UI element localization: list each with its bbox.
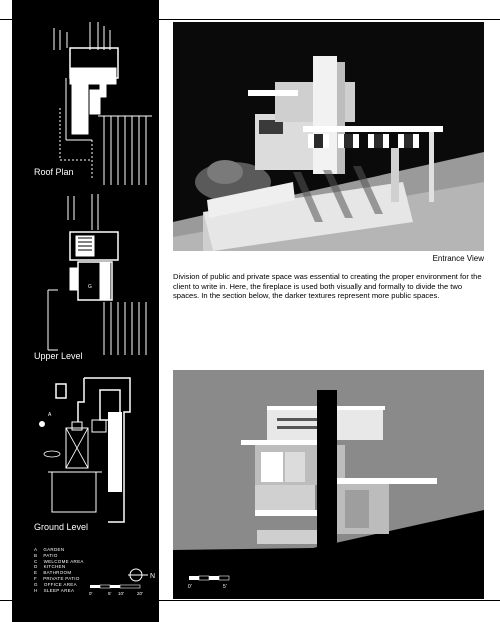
upper-level-label: Upper Level bbox=[34, 351, 83, 361]
plan-strip bbox=[12, 0, 159, 622]
roof-plan-label: Roof Plan bbox=[34, 167, 74, 177]
upper-level-drawing bbox=[12, 190, 159, 360]
entrance-view-caption: Entrance View bbox=[432, 254, 484, 263]
entrance-view-photo bbox=[173, 22, 484, 251]
scale-tick: 10' bbox=[118, 591, 124, 596]
legend-item: F PRIVATE PATIO bbox=[34, 575, 80, 581]
legend-item: B PATIO bbox=[34, 552, 58, 558]
legend-item: H SLEEP AREA bbox=[34, 587, 75, 593]
section-scale-tick: 0' bbox=[188, 584, 192, 590]
roof-plan-drawing bbox=[12, 20, 159, 190]
legend bbox=[34, 547, 84, 593]
upper-room-tag: G bbox=[88, 284, 92, 290]
legend-item: G OFFICE AREA bbox=[34, 581, 77, 587]
plan-scale-bar bbox=[88, 583, 158, 603]
ground-level-drawing bbox=[12, 372, 159, 542]
section-caption: Section bbox=[455, 582, 482, 591]
ground-room-tag: A bbox=[48, 412, 52, 418]
legend-item: D KITCHEN bbox=[34, 564, 66, 570]
legend-item: C WELCOME AREA bbox=[34, 558, 84, 564]
scale-tick: 5' bbox=[108, 591, 112, 596]
scale-tick: 20' bbox=[137, 591, 143, 596]
description-text: Division of public and private space was essential to creating the proper environment for the client to write in. Here, the fireplace is used both visually and formally to divide the two spaces. In the section below, the darker textures represent more public spaces. bbox=[173, 272, 482, 301]
north-label: N bbox=[150, 573, 156, 580]
ground-level-label: Ground Level bbox=[34, 522, 89, 532]
section-drawing bbox=[173, 370, 484, 599]
section-scale-tick: 5' bbox=[223, 584, 227, 590]
legend-item: A GARDEN bbox=[34, 547, 65, 552]
scale-tick: 0' bbox=[89, 591, 93, 596]
legend-item: E BATHROOM bbox=[34, 570, 72, 576]
